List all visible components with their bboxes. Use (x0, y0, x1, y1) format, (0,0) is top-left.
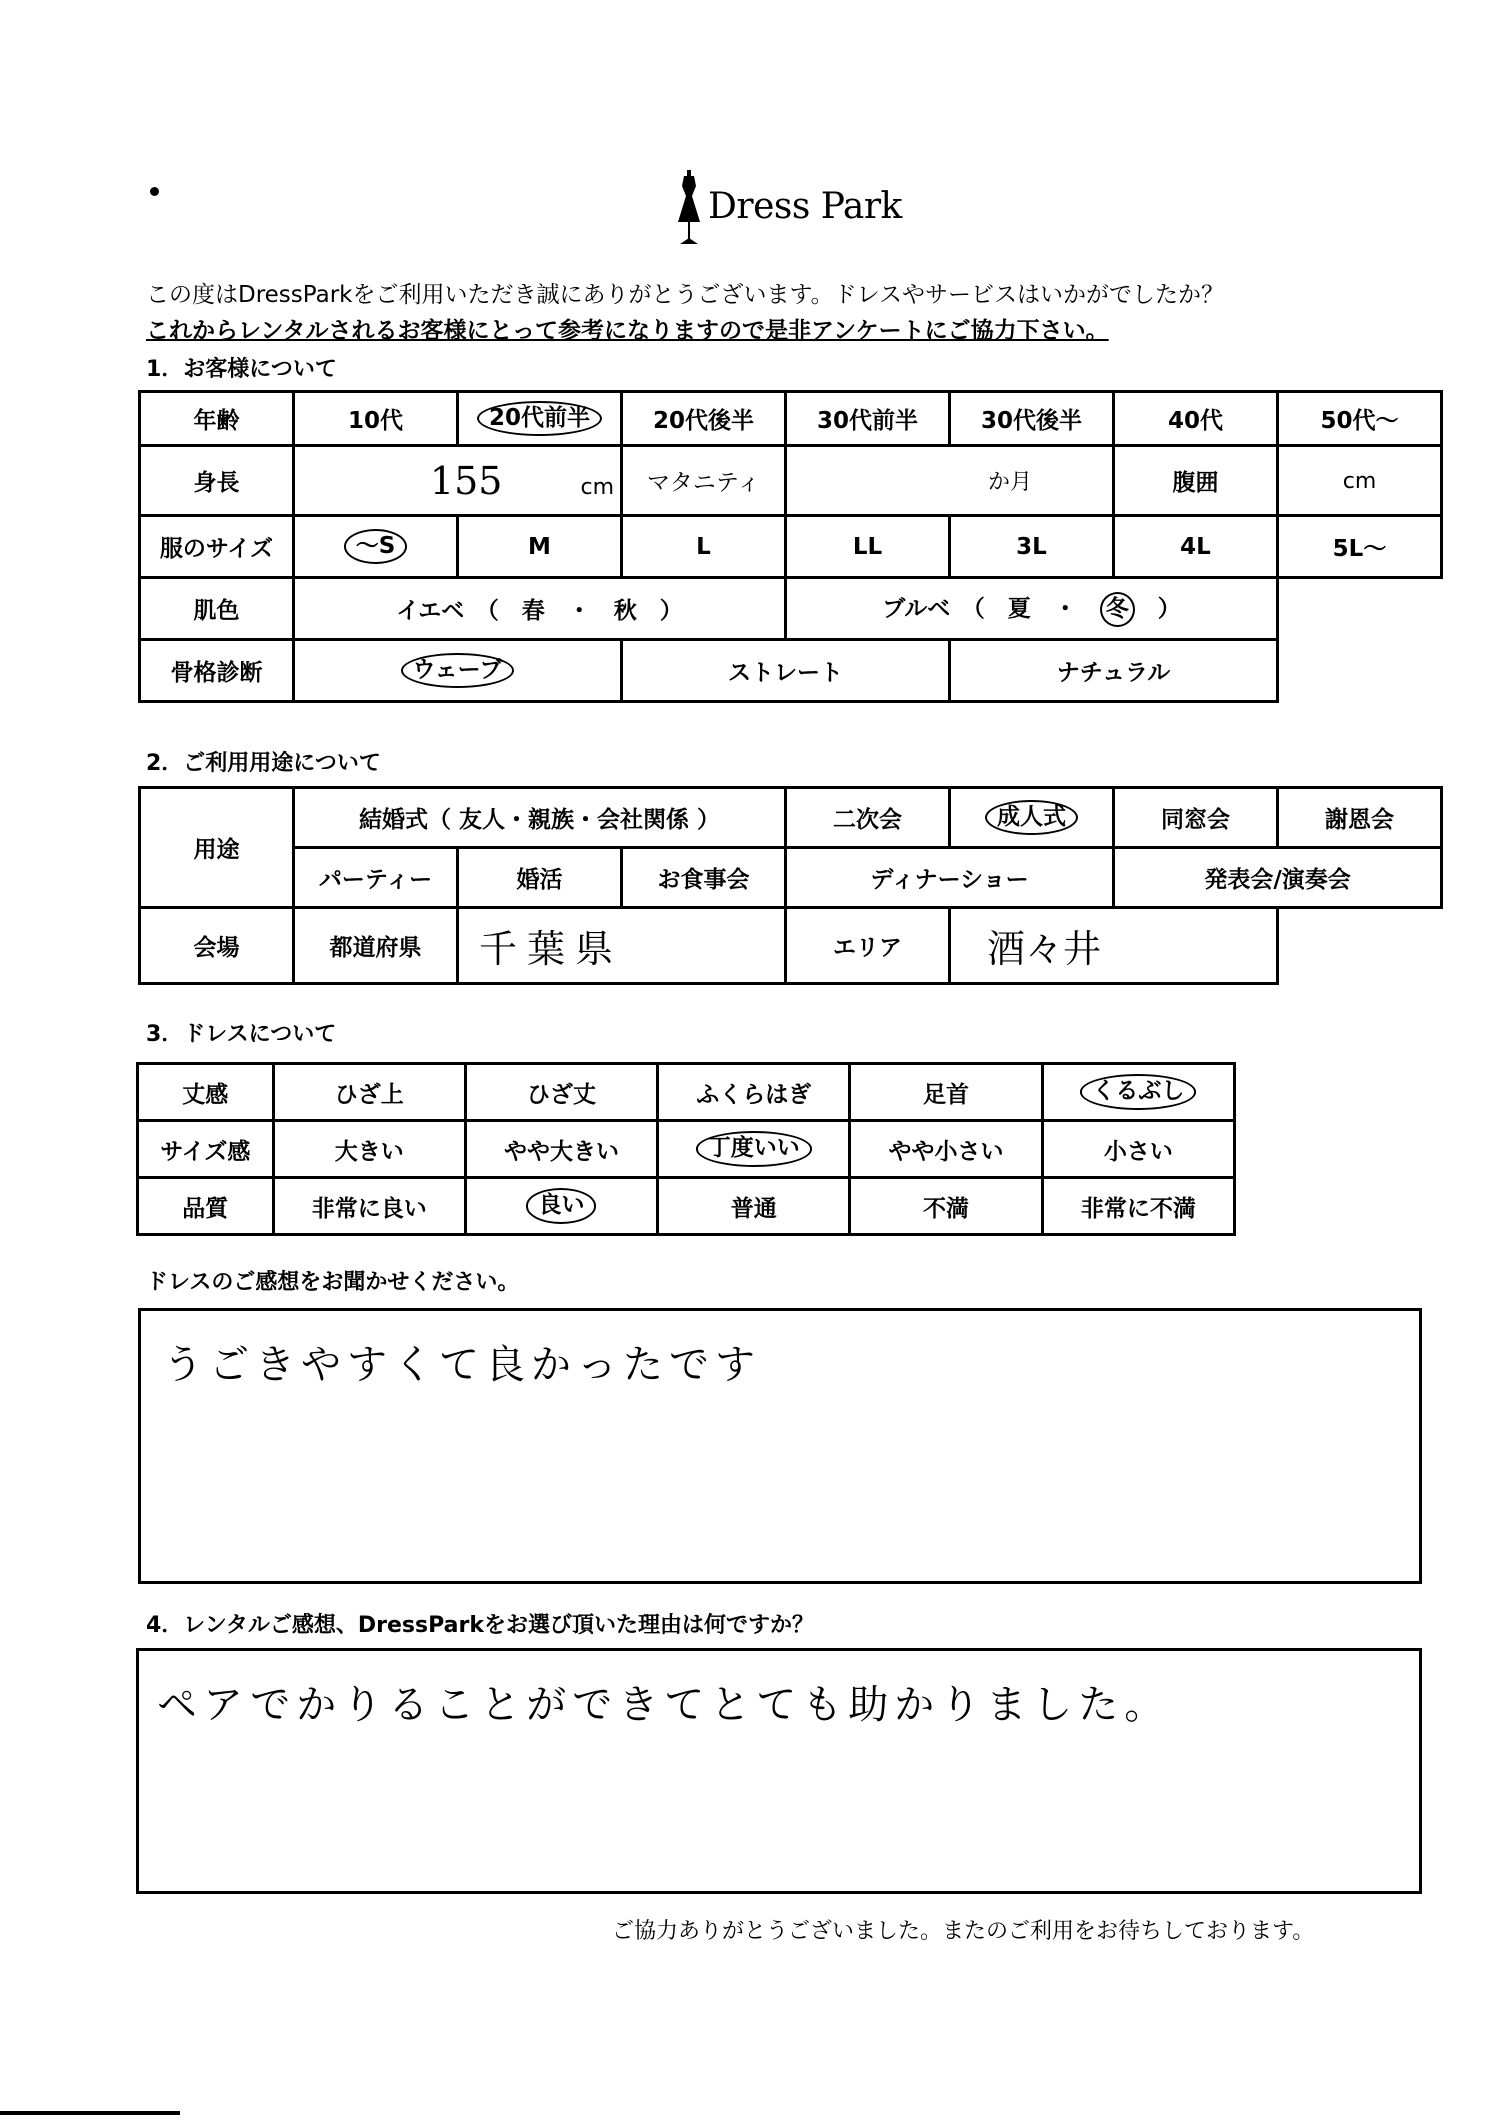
impression-answer: うごきやすくて良かったです (163, 1342, 761, 1388)
length-option[interactable]: ふくらはぎ (658, 1064, 850, 1121)
length-label: 丈感 (138, 1064, 274, 1121)
size-option[interactable]: L (622, 516, 786, 578)
length-option[interactable]: ひざ上 (273, 1064, 465, 1121)
size-row (140, 516, 1442, 578)
size-option[interactable]: LL (786, 516, 950, 578)
skin-blue-base[interactable] (786, 578, 1278, 640)
waist-unit: cm (1342, 468, 1377, 494)
section4-title: 4．レンタルご感想、DressParkをお選び頂いた理由は何ですか？ (146, 1613, 814, 1638)
fit-option[interactable]: 小さい (1042, 1121, 1234, 1178)
purpose-option[interactable]: 発表会/演奏会 (1114, 848, 1442, 908)
purpose-option[interactable]: パーティー (294, 848, 458, 908)
intro-request: これからレンタルされるお客様にとって参考になりますので是非アンケートにご協力下さい。 (146, 318, 1109, 344)
purpose-row-2 (140, 848, 1442, 908)
age-option[interactable]: 30代前半 (786, 392, 950, 446)
customer-table (138, 390, 1443, 703)
length-option[interactable]: 足首 (850, 1064, 1042, 1121)
waist-label: 腹囲 (1114, 446, 1278, 516)
quality-option[interactable]: 非常に良い (273, 1178, 465, 1235)
frame-option[interactable]: ストレート (622, 640, 950, 702)
quality-label: 品質 (138, 1178, 274, 1235)
empty-cell (1278, 908, 1442, 984)
frame-option[interactable]: ナチュラル (950, 640, 1278, 702)
section3-title: 3．ドレスについて (146, 1022, 337, 1047)
selection-circle: 成人式 (985, 800, 1078, 835)
area-field[interactable] (950, 908, 1278, 984)
maternity-label: マタニティ (622, 446, 786, 516)
age-option[interactable]: 30代後半 (950, 392, 1114, 446)
area-value: 酒々井 (987, 927, 1102, 971)
prefecture-value: 千葉県 (479, 927, 624, 971)
height-row (140, 446, 1442, 516)
age-option[interactable]: 50代～ (1278, 392, 1442, 446)
usage-table (138, 786, 1443, 985)
purpose-option-selected[interactable] (950, 788, 1114, 848)
dress-form-icon (672, 170, 706, 250)
quality-option[interactable]: 非常に不満 (1042, 1178, 1234, 1235)
selection-circle: 良い (526, 1188, 596, 1223)
height-label: 身長 (140, 446, 294, 516)
purpose-option[interactable]: 結婚式（ 友人・親族・会社関係 ） (294, 788, 786, 848)
size-label: 服のサイズ (140, 516, 294, 578)
fit-option[interactable]: 大きい (273, 1121, 465, 1178)
fit-option-selected[interactable] (658, 1121, 850, 1178)
size-option[interactable]: M (458, 516, 622, 578)
age-label: 年齢 (140, 392, 294, 446)
size-option[interactable]: 3L (950, 516, 1114, 578)
length-row (138, 1064, 1235, 1121)
age-row (140, 392, 1442, 446)
empty-cell (1278, 640, 1442, 702)
size-option[interactable]: 4L (1114, 516, 1278, 578)
skin-yellow-base[interactable]: イエベ （ 春 ・ 秋 ） (294, 578, 786, 640)
fit-label: サイズ感 (138, 1121, 274, 1178)
selection-circle: くるぶし (1080, 1074, 1196, 1109)
scan-speck (150, 187, 159, 196)
footer-thanks: ご協力ありがとうございました。またのご利用をお待ちしております。 (612, 1919, 1315, 1944)
age-option[interactable]: 40代 (1114, 392, 1278, 446)
frame-row (140, 640, 1442, 702)
size-option-selected[interactable] (294, 516, 458, 578)
frame-label: 骨格診断 (140, 640, 294, 702)
area-label: エリア (786, 908, 950, 984)
maternity-field[interactable] (786, 446, 1114, 516)
selection-circle: 丁度いい (696, 1131, 812, 1166)
maternity-months-unit: か月 (987, 470, 1032, 495)
height-field[interactable] (294, 446, 622, 516)
selection-circle: ～S (344, 529, 408, 564)
skin-row (140, 578, 1442, 640)
purpose-option[interactable]: 謝恩会 (1278, 788, 1442, 848)
selection-circle: ウェーブ (401, 653, 515, 688)
section2-title: 2．ご利用用途について (146, 751, 381, 776)
purpose-option[interactable]: 二次会 (786, 788, 950, 848)
fit-option[interactable]: やや大きい (465, 1121, 657, 1178)
skin-label: 肌色 (140, 578, 294, 640)
prefecture-field[interactable] (458, 908, 786, 984)
brand-name: Dress Park (708, 186, 902, 227)
prefecture-label: 都道府県 (294, 908, 458, 984)
empty-cell (1278, 578, 1442, 640)
section1-title: 1．お客様について (146, 357, 337, 382)
fit-row (138, 1121, 1235, 1178)
age-option[interactable]: 10代 (294, 392, 458, 446)
skin-blue-prefix: ブルベ （ 夏 ・ (882, 595, 1100, 622)
selection-circle: 冬 (1100, 592, 1135, 627)
age-option[interactable]: 20代後半 (622, 392, 786, 446)
selection-circle: 20代前半 (477, 401, 602, 436)
waist-field[interactable] (1278, 446, 1442, 516)
height-unit: cm (580, 474, 614, 500)
age-option-selected[interactable] (458, 392, 622, 446)
length-option-selected[interactable] (1042, 1064, 1234, 1121)
intro-text: この度はDressParkをご利用いただき誠にありがとうございます。ドレスやサービスはいかがでしたか？ (146, 282, 1224, 308)
purpose-option[interactable]: ディナーショー (786, 848, 1114, 908)
purpose-row-1 (140, 788, 1442, 848)
quality-row (138, 1178, 1235, 1235)
scan-edge-mark (0, 2111, 180, 2115)
size-option[interactable]: 5L～ (1278, 516, 1442, 578)
venue-row (140, 908, 1442, 984)
length-option[interactable]: ひざ丈 (465, 1064, 657, 1121)
skin-blue-suffix: ） (1134, 595, 1181, 622)
purpose-label: 用途 (140, 788, 294, 908)
reason-answer: ペアでかりることができてとても助かりました。 (157, 1682, 1171, 1728)
brand-logo (672, 170, 902, 250)
purpose-option[interactable]: 婚活 (458, 848, 622, 908)
venue-label: 会場 (140, 908, 294, 984)
height-value: 155 (429, 458, 503, 503)
purpose-option[interactable]: お食事会 (622, 848, 786, 908)
quality-option[interactable]: 普通 (658, 1178, 850, 1235)
frame-option-selected[interactable] (294, 640, 622, 702)
quality-option[interactable]: 不満 (850, 1178, 1042, 1235)
impression-prompt: ドレスのご感想をお聞かせください。 (146, 1270, 520, 1295)
impression-answer-box[interactable] (138, 1308, 1422, 1584)
reason-answer-box[interactable] (136, 1648, 1422, 1894)
fit-option[interactable]: やや小さい (850, 1121, 1042, 1178)
quality-option-selected[interactable] (465, 1178, 657, 1235)
dress-table (136, 1062, 1236, 1236)
purpose-option[interactable]: 同窓会 (1114, 788, 1278, 848)
